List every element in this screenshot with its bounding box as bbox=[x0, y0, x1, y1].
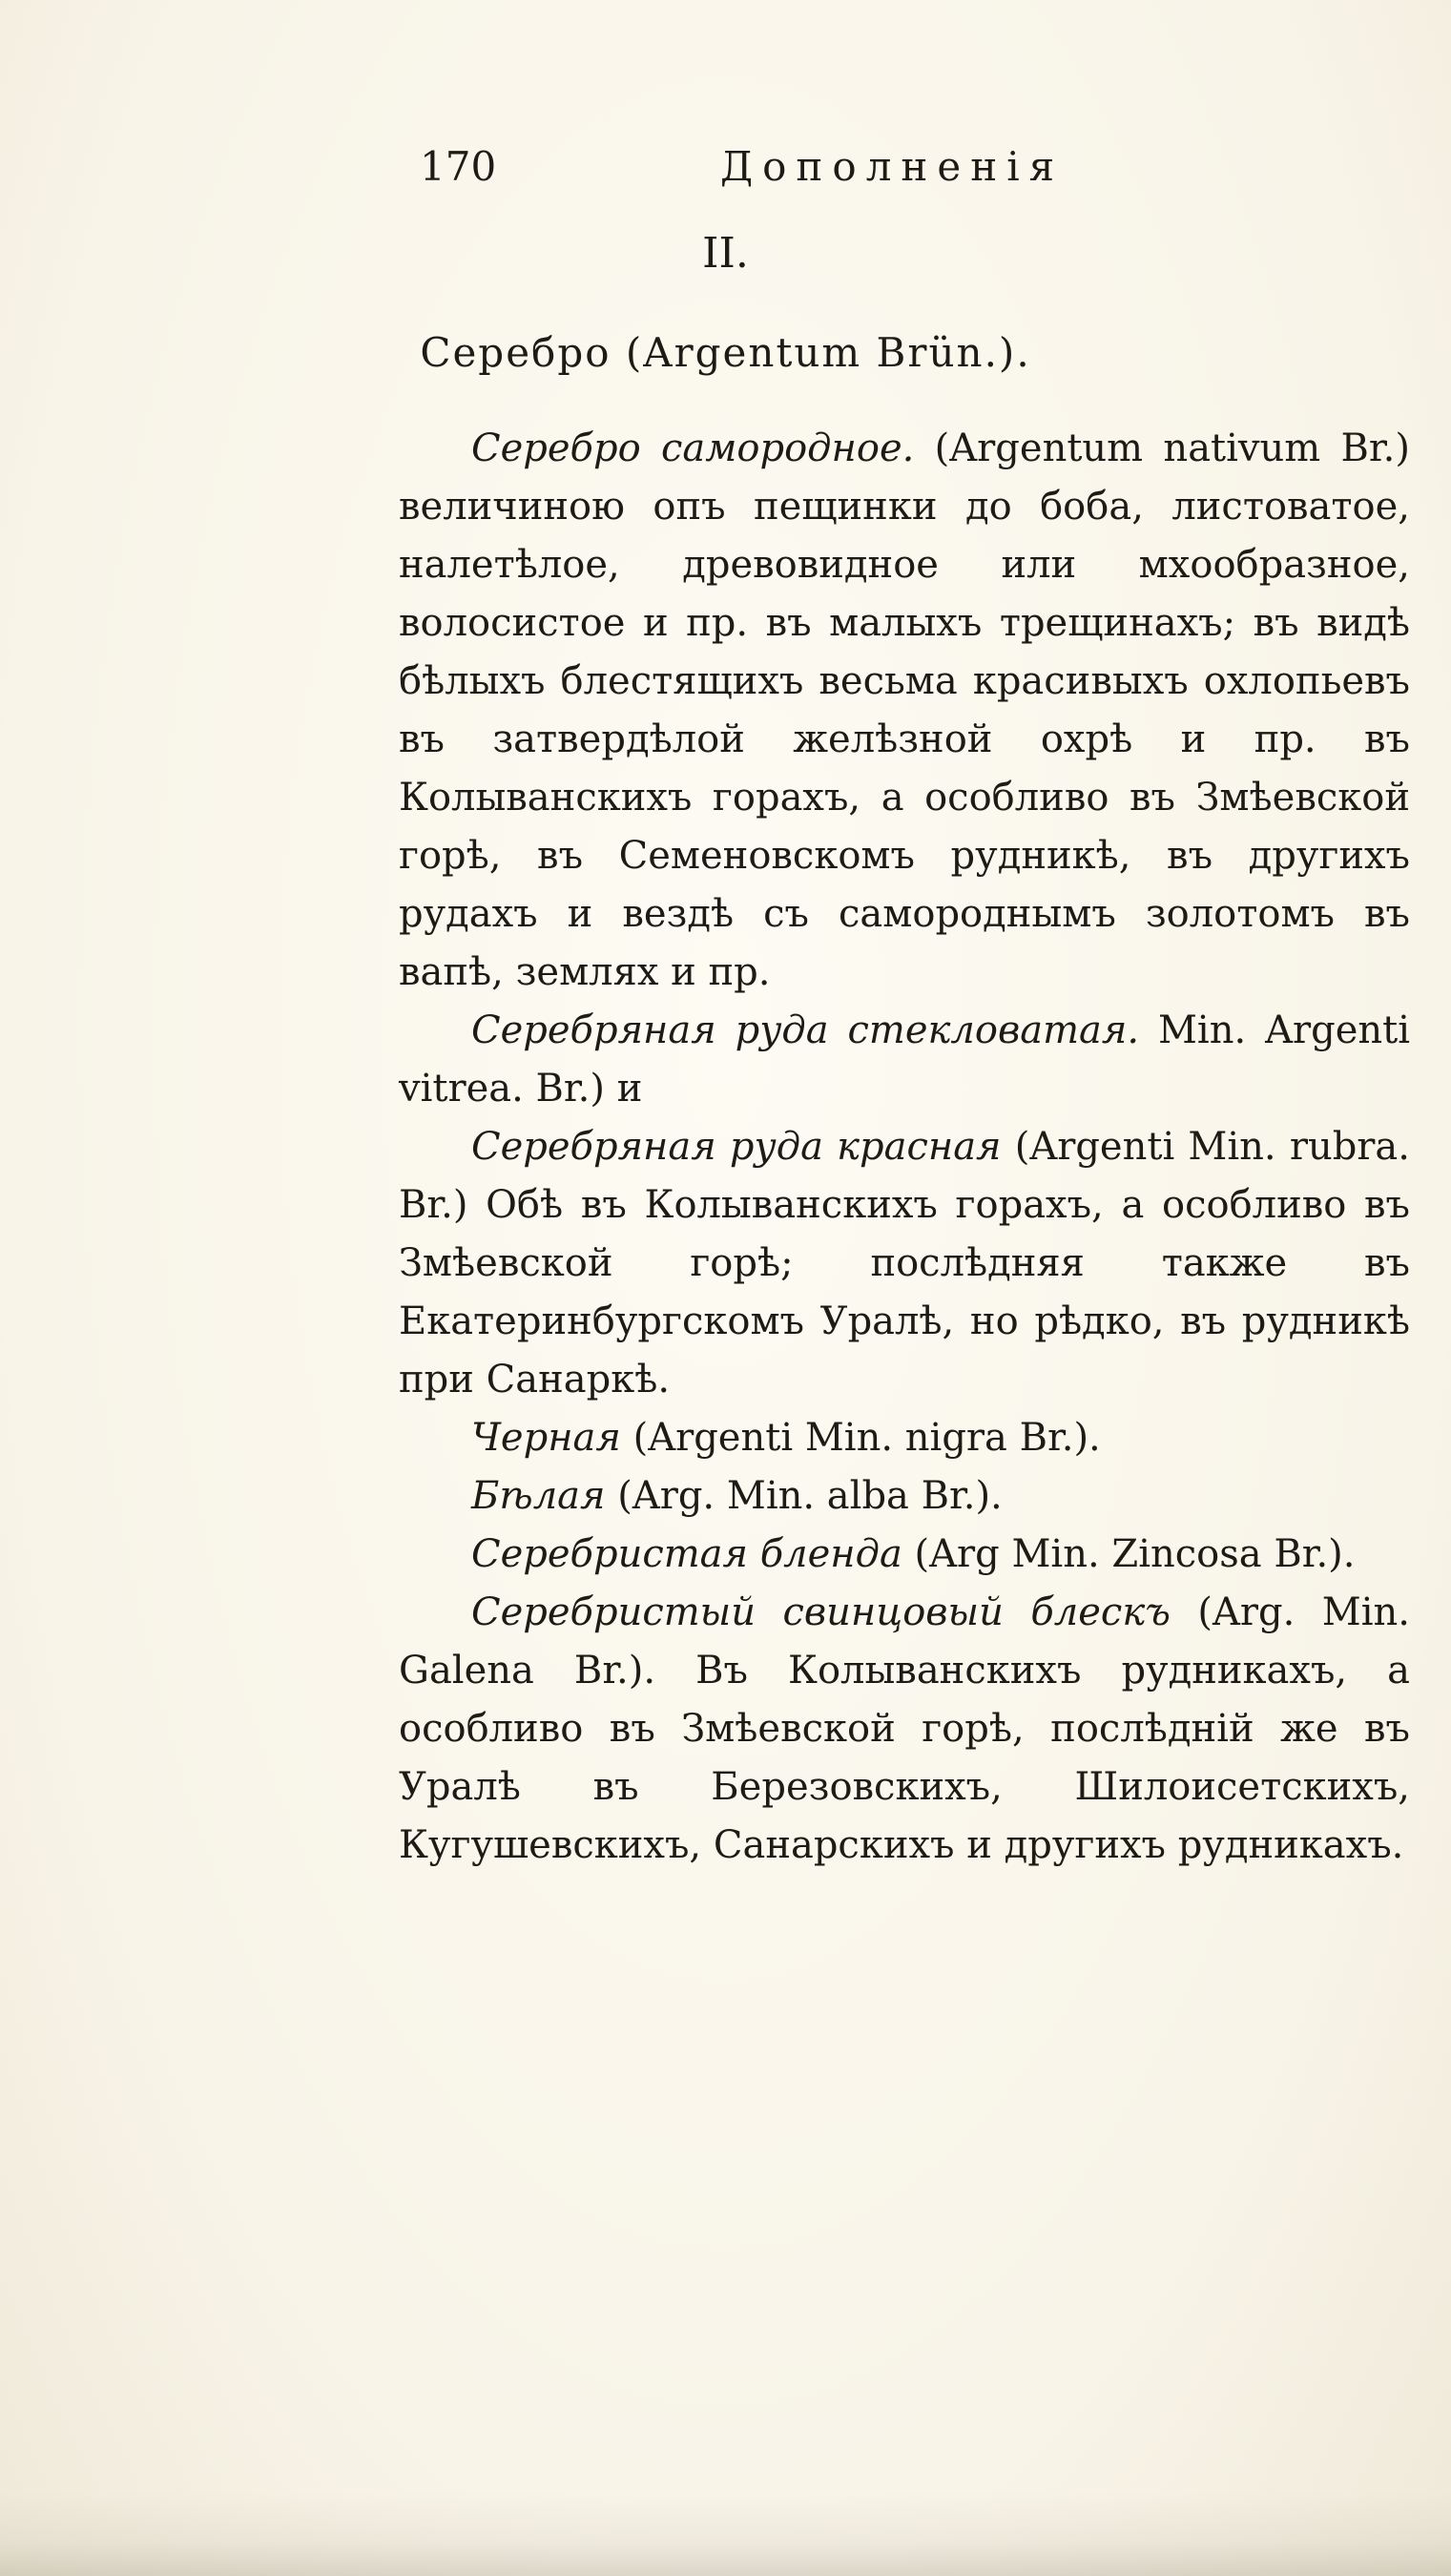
text-white-ore: (Arg. Min. alba Br.). bbox=[605, 1474, 1003, 1518]
term-red-ore: Серебряная руда красная bbox=[471, 1125, 1002, 1169]
page-header bbox=[420, 143, 1126, 200]
text-vitreous-ore: Min. Argenti vitrea. Br.) и bbox=[399, 1008, 1410, 1111]
paragraph-white-ore bbox=[399, 1467, 1410, 1526]
text-galena: (Arg. Min. Galena Br.). Въ Колыванскихъ рудникахъ, а особливо въ Змѣевской горѣ, послѣдній же въ Уралѣ въ Березовскихъ, Шилоисетскихъ, Кугушевскихъ, Санарскихъ и другихъ рудникахъ. bbox=[399, 1590, 1410, 1867]
text-red-ore: (Argenti Min. rubra. Br.) Обѣ въ Колыванскихъ горахъ, а особливо въ Змѣевской горѣ; послѣдняя также въ Екатеринбургскомъ Уралѣ, но рѣдко, въ рудникѣ при Санаркѣ. bbox=[399, 1125, 1410, 1402]
running-head: Дополненія bbox=[720, 143, 1065, 190]
term-white-ore: Бѣлая bbox=[471, 1474, 606, 1518]
paragraph-black-ore bbox=[399, 1409, 1410, 1467]
page-bottom-shadow bbox=[0, 2490, 1451, 2576]
body-text bbox=[399, 420, 1410, 1875]
paragraph-native-silver bbox=[399, 420, 1410, 1002]
paragraph-silver-blende bbox=[399, 1526, 1410, 1584]
term-galena: Серебристый свинцовый блескъ bbox=[471, 1590, 1171, 1634]
section-number: II. bbox=[702, 229, 749, 278]
paragraph-red-ore bbox=[399, 1118, 1410, 1409]
page-number: 170 bbox=[420, 143, 497, 190]
term-vitreous-ore: Серебряная руда стекловатая. bbox=[471, 1008, 1140, 1052]
text-native-silver: (Argentum nativum Br.) величиною опъ пещинки до боба, листоватое, налетѣлое, древовидное или мхообразное, волосистое и пр. въ малыхъ трещинахъ; въ видѣ бѣлыхъ блестящихъ весьма красивыхъ охлопьевъ въ затвердѣлой желѣзной охрѣ и пр. въ Колыванскихъ горахъ, а особливо въ Змѣевской горѣ, въ Семеновскомъ рудникѣ, въ другихъ рудахъ и вездѣ съ самороднымъ золотомъ въ вапѣ, землях и пр. bbox=[399, 426, 1410, 994]
section-title: Серебро (Argentum Brün.). bbox=[420, 329, 1031, 376]
term-silver-blende: Серебристая бленда bbox=[471, 1532, 902, 1576]
paragraph-galena bbox=[399, 1584, 1410, 1875]
text-silver-blende: (Arg Min. Zincosa Br.). bbox=[902, 1532, 1356, 1576]
text-black-ore: (Argenti Min. nigra Br.). bbox=[620, 1416, 1101, 1460]
paragraph-vitreous-ore bbox=[399, 1002, 1410, 1118]
term-native-silver: Серебро самородное. bbox=[471, 426, 915, 470]
term-black-ore: Черная bbox=[471, 1416, 621, 1460]
